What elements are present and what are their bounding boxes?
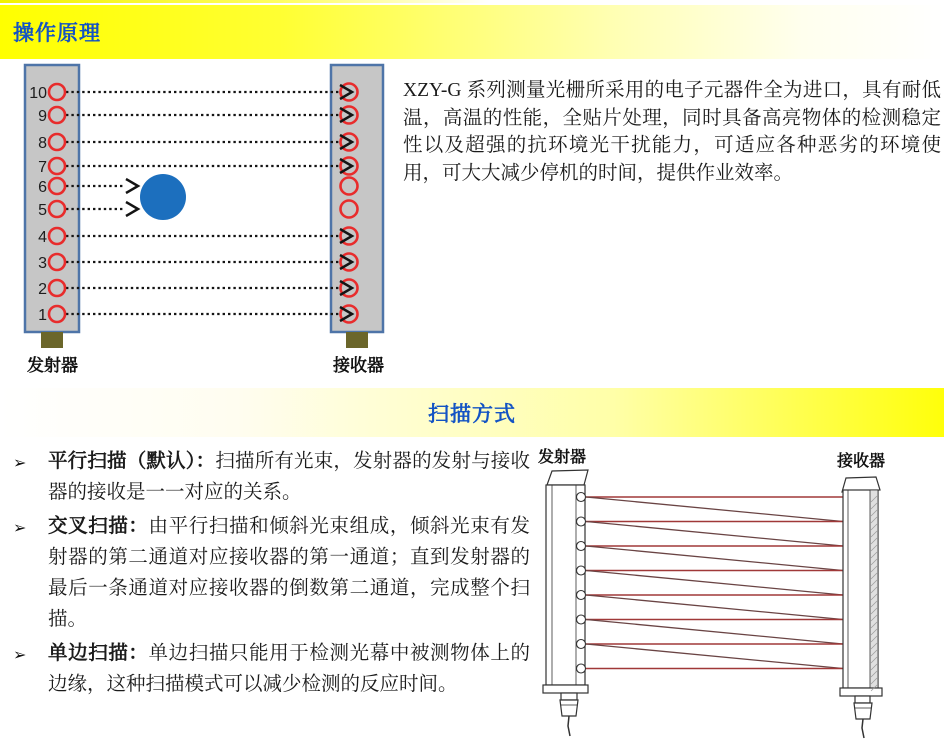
cross-beam [586, 546, 843, 571]
channel-number: 2 [38, 281, 47, 298]
scan-receiver-tower [840, 477, 882, 738]
scan-mode-name: 交叉扫描： [48, 515, 149, 537]
cross-beam [586, 497, 843, 522]
channel-number: 8 [38, 135, 47, 152]
transmitter-bar [25, 65, 79, 332]
scan-mode-description: 扫描所有光束，发射器的发射与接收器的接收是一一对应的关系。 [48, 451, 530, 503]
scan-mode-name: 平行扫描（默认）： [48, 450, 216, 472]
emitter-lens [577, 493, 586, 502]
channel-number: 9 [38, 108, 47, 125]
emitter-lens [577, 615, 586, 624]
blocked-beam-arrow [126, 179, 138, 193]
cross-beam [586, 620, 843, 645]
channel-number: 7 [38, 159, 47, 176]
receiver-connector [346, 332, 368, 348]
section-banner-scan-modes [0, 388, 944, 437]
emitter-lens [577, 640, 586, 649]
transmitter-label: 发射器 [27, 356, 78, 375]
emitter-lens [577, 517, 586, 526]
receiver-label: 接收器 [333, 356, 384, 375]
channel-number: 4 [38, 229, 47, 246]
emitter-lens [577, 664, 586, 673]
scan-mode-diagram [530, 440, 944, 749]
cross-beam [586, 522, 843, 547]
scan-beams [586, 497, 843, 669]
scan-mode-list [10, 446, 530, 703]
cross-beam [586, 595, 843, 620]
operating-principle-diagram [0, 60, 420, 382]
cross-beam [586, 571, 843, 596]
page-top-yellow-strip [0, 0, 490, 3]
scan-receiver-label: 接收器 [837, 453, 886, 470]
channel-number: 3 [38, 255, 47, 272]
channel-number: 10 [29, 85, 47, 102]
intro-paragraph: XZY-G 系列测量光栅所采用的电子元器件全为进口，具有耐低温，高温的性能，全贴片处理，同时具备高亮物体的检测稳定性以及超强的抗环境光干扰能力，可适应各种恶劣的环境使用，可大大减少停机的时间，提供作业效率。 [403, 80, 941, 184]
scan-mode-item-2 [10, 511, 530, 635]
scan-mode-item-3 [10, 638, 530, 700]
bullet-arrow-icon: ➢ [13, 645, 27, 664]
scan-mode-item-1 [10, 446, 530, 508]
channel-number: 1 [38, 307, 47, 324]
scan-mode-description: 单边扫描只能用于检测光幕中被测物体上的边缘，这种扫描模式可以减少检测的反应时间。 [48, 643, 530, 695]
scan-mode-description: 由平行扫描和倾斜光束组成，倾斜光束有发射器的第二通道对应接收器的第一通道；直到发射器的最后一条通道对应接收器的倒数第二通道，完成整个扫描。 [48, 516, 530, 630]
section-title: 扫描方式 [428, 402, 516, 426]
scan-transmitter-label: 发射器 [538, 449, 587, 466]
cross-beam [586, 644, 843, 669]
section-title: 操作原理 [13, 22, 101, 45]
transmitter-connector [41, 332, 63, 348]
blocked-beam-arrow [126, 202, 138, 216]
channel-number: 6 [38, 179, 47, 196]
emitter-lens [577, 591, 586, 600]
scan-transmitter-tower [543, 470, 588, 736]
scan-mode-name: 单边扫描： [48, 642, 149, 664]
channel-number: 5 [38, 202, 47, 219]
detected-object-ball [140, 174, 186, 220]
emitter-lens [577, 566, 586, 575]
bullet-arrow-icon: ➢ [13, 518, 27, 537]
section-banner-operating-principle [0, 5, 944, 59]
emitter-lens [577, 542, 586, 551]
bullet-arrow-icon: ➢ [13, 453, 27, 472]
